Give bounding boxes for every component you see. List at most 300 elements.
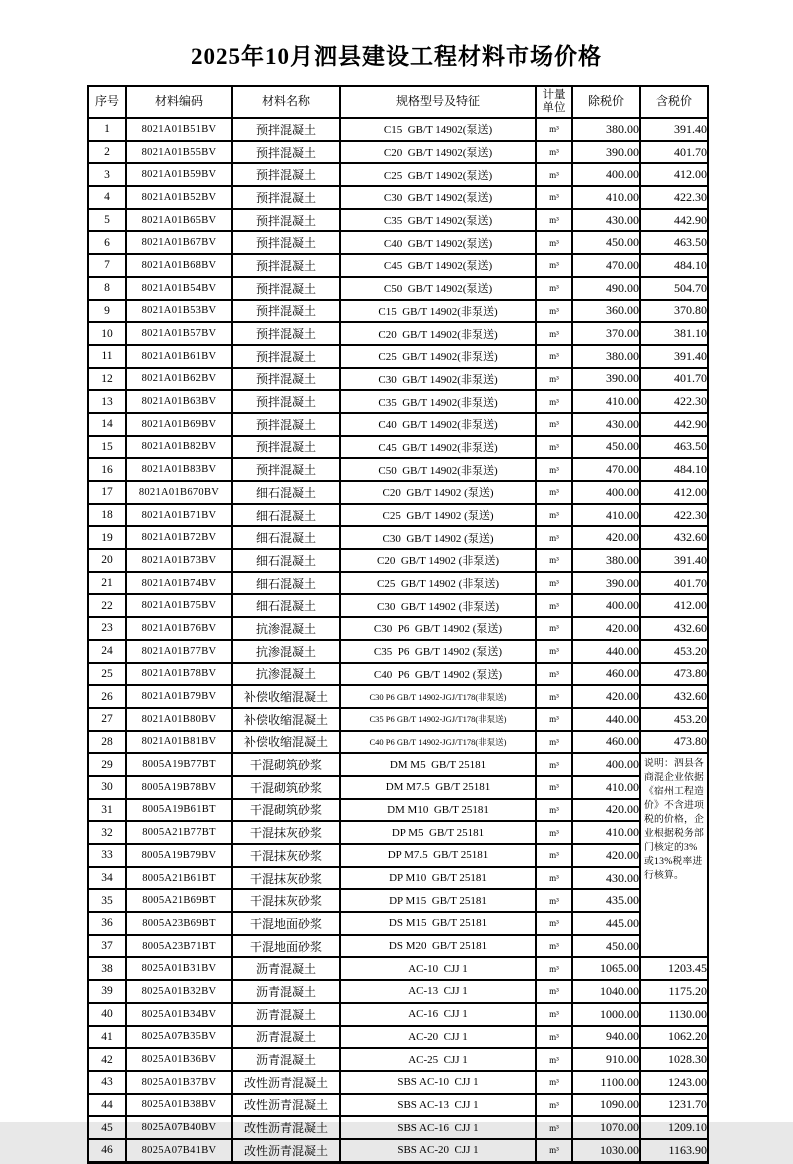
price-incl-tax: 1175.20: [640, 980, 708, 1003]
spec: C50 GB/T 14902(泵送): [340, 277, 536, 300]
spec: C30 GB/T 14902 (非泵送): [340, 594, 536, 617]
row-index: 2: [88, 141, 126, 164]
unit: m³: [536, 1048, 572, 1071]
material-code: 8021A01B74BV: [126, 572, 232, 595]
price-incl-tax: 422.30: [640, 186, 708, 209]
table-row: [88, 163, 708, 186]
row-index: 22: [88, 594, 126, 617]
material-name: 沥青混凝土: [232, 1048, 340, 1071]
price-excl-tax: 400.00: [572, 481, 640, 504]
material-name: 干混抹灰砂浆: [232, 867, 340, 890]
price-incl-tax: 391.40: [640, 549, 708, 572]
price-incl-tax: 422.30: [640, 390, 708, 413]
spec: AC-10 CJJ 1: [340, 957, 536, 980]
table-row: [88, 912, 708, 935]
material-name: 预拌混凝土: [232, 413, 340, 436]
price-incl-tax: 401.70: [640, 368, 708, 391]
price-excl-tax: 420.00: [572, 799, 640, 822]
table-row: [88, 935, 708, 958]
spec: DP M15 GB/T 25181: [340, 889, 536, 912]
material-code: 8021A01B59BV: [126, 163, 232, 186]
material-code: 8025A07B41BV: [126, 1139, 232, 1162]
table-header: [88, 86, 708, 118]
row-index: 28: [88, 731, 126, 754]
material-name: 抗渗混凝土: [232, 640, 340, 663]
table-row: [88, 663, 708, 686]
row-index: 8: [88, 277, 126, 300]
unit: m³: [536, 1116, 572, 1139]
spec: C25 GB/T 14902 (泵送): [340, 504, 536, 527]
spec: C20 GB/T 14902(泵送): [340, 141, 536, 164]
material-code: 8005A19B78BV: [126, 776, 232, 799]
material-code: 8005A19B77BT: [126, 753, 232, 776]
spec: C40 P6 GB/T 14902-JGJ/T178(非泵送): [340, 731, 536, 754]
price-incl-tax: 391.40: [640, 345, 708, 368]
row-index: 18: [88, 504, 126, 527]
material-code: 8021A01B83BV: [126, 458, 232, 481]
price-excl-tax: 390.00: [572, 141, 640, 164]
material-name: 干混抹灰砂浆: [232, 821, 340, 844]
unit: m³: [536, 390, 572, 413]
unit: m³: [536, 935, 572, 958]
unit: m³: [536, 141, 572, 164]
material-code: 8021A01B75BV: [126, 594, 232, 617]
table-row: [88, 867, 708, 890]
table-row: [88, 1071, 708, 1094]
unit: m³: [536, 254, 572, 277]
material-name: 预拌混凝土: [232, 322, 340, 345]
spec: C40 GB/T 14902(泵送): [340, 231, 536, 254]
spec: DM M5 GB/T 25181: [340, 753, 536, 776]
unit: m³: [536, 118, 572, 141]
spec: C50 GB/T 14902(非泵送): [340, 458, 536, 481]
material-code: 8021A01B61BV: [126, 345, 232, 368]
table-row: [88, 594, 708, 617]
material-code: 8021A01B81BV: [126, 731, 232, 754]
row-index: 12: [88, 368, 126, 391]
table-row: [88, 1116, 708, 1139]
material-code: 8005A19B79BV: [126, 844, 232, 867]
row-index: 45: [88, 1116, 126, 1139]
spec: DM M7.5 GB/T 25181: [340, 776, 536, 799]
table-row: [88, 753, 708, 776]
row-index: 39: [88, 980, 126, 1003]
material-code: 8021A01B71BV: [126, 504, 232, 527]
unit: m³: [536, 413, 572, 436]
unit: m³: [536, 889, 572, 912]
spec: SBS AC-20 CJJ 1: [340, 1139, 536, 1162]
price-excl-tax: 430.00: [572, 209, 640, 232]
material-code: 8021A01B55BV: [126, 141, 232, 164]
table-row: [88, 1026, 708, 1049]
price-incl-tax: 370.80: [640, 300, 708, 323]
table-row: [88, 526, 708, 549]
price-excl-tax: 380.00: [572, 118, 640, 141]
price-excl-tax: 450.00: [572, 935, 640, 958]
row-index: 15: [88, 436, 126, 459]
spec: DP M7.5 GB/T 25181: [340, 844, 536, 867]
price-incl-tax: 442.90: [640, 413, 708, 436]
price-excl-tax: 450.00: [572, 436, 640, 459]
price-incl-tax: 484.10: [640, 458, 708, 481]
price-excl-tax: 380.00: [572, 345, 640, 368]
header-price-excl-tax: 除税价: [572, 86, 640, 118]
unit: m³: [536, 231, 572, 254]
price-excl-tax: 360.00: [572, 300, 640, 323]
price-incl-tax: 453.20: [640, 708, 708, 731]
price-incl-tax: 1203.45: [640, 957, 708, 980]
material-name: 细石混凝土: [232, 549, 340, 572]
price-incl-tax: 1231.70: [640, 1094, 708, 1117]
material-name: 细石混凝土: [232, 504, 340, 527]
price-excl-tax: 450.00: [572, 231, 640, 254]
unit: m³: [536, 1094, 572, 1117]
material-name: 干混砌筑砂浆: [232, 776, 340, 799]
price-incl-tax: 432.60: [640, 685, 708, 708]
unit: m³: [536, 368, 572, 391]
price-excl-tax: 490.00: [572, 277, 640, 300]
unit: m³: [536, 1026, 572, 1049]
unit: m³: [536, 685, 572, 708]
row-index: 25: [88, 663, 126, 686]
material-name: 预拌混凝土: [232, 118, 340, 141]
material-code: 8021A01B78BV: [126, 663, 232, 686]
spec: C20 GB/T 14902(非泵送): [340, 322, 536, 345]
table-row: [88, 572, 708, 595]
unit: m³: [536, 821, 572, 844]
price-incl-tax: 412.00: [640, 163, 708, 186]
price-incl-tax: 412.00: [640, 594, 708, 617]
spec: SBS AC-16 CJJ 1: [340, 1116, 536, 1139]
price-incl-tax: 473.80: [640, 663, 708, 686]
header-material-name: 材料名称: [232, 86, 340, 118]
price-excl-tax: 400.00: [572, 163, 640, 186]
price-incl-tax: 1209.10: [640, 1116, 708, 1139]
table-row: [88, 231, 708, 254]
material-name: 沥青混凝土: [232, 1026, 340, 1049]
price-incl-tax: 504.70: [640, 277, 708, 300]
row-index: 11: [88, 345, 126, 368]
material-name: 沥青混凝土: [232, 957, 340, 980]
price-excl-tax: 430.00: [572, 867, 640, 890]
price-excl-tax: 460.00: [572, 663, 640, 686]
row-index: 6: [88, 231, 126, 254]
row-index: 1: [88, 118, 126, 141]
unit: m³: [536, 776, 572, 799]
material-code: 8021A01B68BV: [126, 254, 232, 277]
material-code: 8025A01B38BV: [126, 1094, 232, 1117]
price-incl-tax: 442.90: [640, 209, 708, 232]
price-excl-tax: 940.00: [572, 1026, 640, 1049]
material-name: 沥青混凝土: [232, 1003, 340, 1026]
table-row: [88, 504, 708, 527]
price-excl-tax: 1070.00: [572, 1116, 640, 1139]
material-code: 8021A01B53BV: [126, 300, 232, 323]
material-code: 8021A01B69BV: [126, 413, 232, 436]
price-excl-tax: 420.00: [572, 685, 640, 708]
material-name: 细石混凝土: [232, 481, 340, 504]
table-row: [88, 186, 708, 209]
spec: C45 GB/T 14902(泵送): [340, 254, 536, 277]
material-code: 8021A01B77BV: [126, 640, 232, 663]
row-index: 35: [88, 889, 126, 912]
material-code: 8021A01B57BV: [126, 322, 232, 345]
price-incl-tax: 484.10: [640, 254, 708, 277]
material-name: 预拌混凝土: [232, 209, 340, 232]
price-incl-tax: 1130.00: [640, 1003, 708, 1026]
price-incl-tax: 1163.90: [640, 1139, 708, 1162]
row-index: 41: [88, 1026, 126, 1049]
price-incl-tax: 401.70: [640, 572, 708, 595]
header-spec: 规格型号及特征: [340, 86, 536, 118]
material-code: 8005A21B61BT: [126, 867, 232, 890]
material-code: 8025A07B35BV: [126, 1026, 232, 1049]
table-row: [88, 345, 708, 368]
spec: C25 GB/T 14902(非泵送): [340, 345, 536, 368]
row-index: 38: [88, 957, 126, 980]
spec: C15 GB/T 14902(泵送): [340, 118, 536, 141]
material-name: 改性沥青混凝土: [232, 1116, 340, 1139]
price-excl-tax: 1040.00: [572, 980, 640, 1003]
row-index: 24: [88, 640, 126, 663]
price-incl-tax: 412.00: [640, 481, 708, 504]
unit: m³: [536, 322, 572, 345]
spec: C30 P6 GB/T 14902 (泵送): [340, 617, 536, 640]
row-index: 32: [88, 821, 126, 844]
price-incl-tax: 381.10: [640, 322, 708, 345]
row-index: 21: [88, 572, 126, 595]
spec: C40 GB/T 14902(非泵送): [340, 413, 536, 436]
material-name: 预拌混凝土: [232, 345, 340, 368]
material-name: 补偿收缩混凝土: [232, 685, 340, 708]
unit: m³: [536, 844, 572, 867]
unit: m³: [536, 617, 572, 640]
material-code: 8025A01B32BV: [126, 980, 232, 1003]
table-row: [88, 889, 708, 912]
unit: m³: [536, 481, 572, 504]
price-excl-tax: 390.00: [572, 572, 640, 595]
table-row: [88, 300, 708, 323]
unit: m³: [536, 753, 572, 776]
price-incl-tax: 463.50: [640, 436, 708, 459]
note-cell: 说明：泗县各商混企业依据《宿州工程造价》不含进项税的价格，企业根据税务部门核定的3%或13%税率进行核算。: [640, 753, 708, 957]
spec: C40 P6 GB/T 14902 (泵送): [340, 663, 536, 686]
price-excl-tax: 400.00: [572, 753, 640, 776]
table-row: [88, 980, 708, 1003]
spec: SBS AC-13 CJJ 1: [340, 1094, 536, 1117]
unit: m³: [536, 209, 572, 232]
header-price-incl-tax: 含税价: [640, 86, 708, 118]
material-name: 改性沥青混凝土: [232, 1139, 340, 1162]
material-name: 预拌混凝土: [232, 300, 340, 323]
unit: m³: [536, 663, 572, 686]
material-code: 8021A01B52BV: [126, 186, 232, 209]
material-code: 8021A01B65BV: [126, 209, 232, 232]
unit: m³: [536, 731, 572, 754]
material-name: 预拌混凝土: [232, 277, 340, 300]
spec: C30 GB/T 14902(非泵送): [340, 368, 536, 391]
table-row: [88, 731, 708, 754]
spec: C45 GB/T 14902(非泵送): [340, 436, 536, 459]
material-code: 8021A01B79BV: [126, 685, 232, 708]
price-excl-tax: 370.00: [572, 322, 640, 345]
unit: m³: [536, 594, 572, 617]
table-row: [88, 640, 708, 663]
price-excl-tax: 1065.00: [572, 957, 640, 980]
unit: m³: [536, 1003, 572, 1026]
price-table: [87, 85, 709, 1164]
price-excl-tax: 420.00: [572, 844, 640, 867]
price-excl-tax: 1030.00: [572, 1139, 640, 1162]
row-index: 14: [88, 413, 126, 436]
table-body: [88, 118, 708, 1162]
material-name: 干混抹灰砂浆: [232, 844, 340, 867]
price-incl-tax: 1243.00: [640, 1071, 708, 1094]
table-row: [88, 799, 708, 822]
price-excl-tax: 1100.00: [572, 1071, 640, 1094]
price-excl-tax: 400.00: [572, 594, 640, 617]
table-row: [88, 1094, 708, 1117]
price-excl-tax: 420.00: [572, 526, 640, 549]
price-incl-tax: 422.30: [640, 504, 708, 527]
spec: C30 GB/T 14902 (泵送): [340, 526, 536, 549]
price-excl-tax: 440.00: [572, 640, 640, 663]
table-row: [88, 277, 708, 300]
unit: m³: [536, 957, 572, 980]
price-excl-tax: 460.00: [572, 731, 640, 754]
header-row: [88, 86, 708, 118]
spec: DP M10 GB/T 25181: [340, 867, 536, 890]
material-code: 8005A21B77BT: [126, 821, 232, 844]
price-incl-tax: 1062.20: [640, 1026, 708, 1049]
spec: AC-13 CJJ 1: [340, 980, 536, 1003]
price-excl-tax: 410.00: [572, 776, 640, 799]
table-row: [88, 957, 708, 980]
price-excl-tax: 440.00: [572, 708, 640, 731]
table-row: [88, 776, 708, 799]
material-name: 干混砌筑砂浆: [232, 753, 340, 776]
row-index: 46: [88, 1139, 126, 1162]
row-index: 27: [88, 708, 126, 731]
spec: SBS AC-10 CJJ 1: [340, 1071, 536, 1094]
unit: m³: [536, 163, 572, 186]
table-row: [88, 322, 708, 345]
material-code: 8005A23B69BT: [126, 912, 232, 935]
page-title: 2025年10月泗县建设工程材料市场价格: [191, 44, 602, 69]
row-index: 42: [88, 1048, 126, 1071]
material-code: 8021A01B72BV: [126, 526, 232, 549]
table-row: [88, 141, 708, 164]
spec: AC-20 CJJ 1: [340, 1026, 536, 1049]
price-excl-tax: 420.00: [572, 617, 640, 640]
material-code: 8025A01B37BV: [126, 1071, 232, 1094]
spec: C35 GB/T 14902(泵送): [340, 209, 536, 232]
spec: C35 GB/T 14902(非泵送): [340, 390, 536, 413]
spec: DM M10 GB/T 25181: [340, 799, 536, 822]
price-incl-tax: 463.50: [640, 231, 708, 254]
header-material-code: 材料编码: [126, 86, 232, 118]
material-name: 改性沥青混凝土: [232, 1071, 340, 1094]
unit: m³: [536, 345, 572, 368]
table-row: [88, 844, 708, 867]
material-name: 干混抹灰砂浆: [232, 889, 340, 912]
price-excl-tax: 410.00: [572, 504, 640, 527]
row-index: 16: [88, 458, 126, 481]
row-index: 31: [88, 799, 126, 822]
row-index: 3: [88, 163, 126, 186]
table-row: [88, 685, 708, 708]
material-code: 8021A01B67BV: [126, 231, 232, 254]
material-name: 预拌混凝土: [232, 141, 340, 164]
price-excl-tax: 470.00: [572, 458, 640, 481]
material-name: 补偿收缩混凝土: [232, 731, 340, 754]
material-name: 抗渗混凝土: [232, 617, 340, 640]
material-name: 预拌混凝土: [232, 390, 340, 413]
price-excl-tax: 410.00: [572, 186, 640, 209]
price-excl-tax: 390.00: [572, 368, 640, 391]
price-excl-tax: 910.00: [572, 1048, 640, 1071]
unit: m³: [536, 980, 572, 1003]
material-name: 预拌混凝土: [232, 458, 340, 481]
price-excl-tax: 470.00: [572, 254, 640, 277]
spec: DP M5 GB/T 25181: [340, 821, 536, 844]
spec: C30 GB/T 14902(泵送): [340, 186, 536, 209]
price-excl-tax: 1000.00: [572, 1003, 640, 1026]
unit: m³: [536, 912, 572, 935]
table-row: [88, 254, 708, 277]
material-name: 改性沥青混凝土: [232, 1094, 340, 1117]
row-index: 34: [88, 867, 126, 890]
row-index: 37: [88, 935, 126, 958]
row-index: 10: [88, 322, 126, 345]
unit: m³: [536, 867, 572, 890]
unit: m³: [536, 458, 572, 481]
price-excl-tax: 380.00: [572, 549, 640, 572]
price-excl-tax: 410.00: [572, 821, 640, 844]
spec: AC-25 CJJ 1: [340, 1048, 536, 1071]
price-incl-tax: 453.20: [640, 640, 708, 663]
unit: m³: [536, 1071, 572, 1094]
row-index: 19: [88, 526, 126, 549]
row-index: 36: [88, 912, 126, 935]
unit: m³: [536, 1139, 572, 1162]
price-excl-tax: 410.00: [572, 390, 640, 413]
spec: AC-16 CJJ 1: [340, 1003, 536, 1026]
price-incl-tax: 1028.30: [640, 1048, 708, 1071]
price-incl-tax: 432.60: [640, 526, 708, 549]
table-row: [88, 708, 708, 731]
spec: C35 P6 GB/T 14902-JGJ/T178(非泵送): [340, 708, 536, 731]
table-row: [88, 1139, 708, 1162]
table-row: [88, 413, 708, 436]
spec: C25 GB/T 14902 (非泵送): [340, 572, 536, 595]
material-code: 8025A01B36BV: [126, 1048, 232, 1071]
table-row: [88, 617, 708, 640]
table-row: [88, 458, 708, 481]
material-code: 8005A23B71BT: [126, 935, 232, 958]
table-row: [88, 209, 708, 232]
material-code: 8021A01B54BV: [126, 277, 232, 300]
row-index: 20: [88, 549, 126, 572]
material-name: 干混砌筑砂浆: [232, 799, 340, 822]
unit: m³: [536, 640, 572, 663]
material-code: 8021A01B80BV: [126, 708, 232, 731]
material-code: 8025A01B34BV: [126, 1003, 232, 1026]
spec: C20 GB/T 14902 (非泵送): [340, 549, 536, 572]
price-excl-tax: 1090.00: [572, 1094, 640, 1117]
material-code: 8005A21B69BT: [126, 889, 232, 912]
unit: m³: [536, 504, 572, 527]
